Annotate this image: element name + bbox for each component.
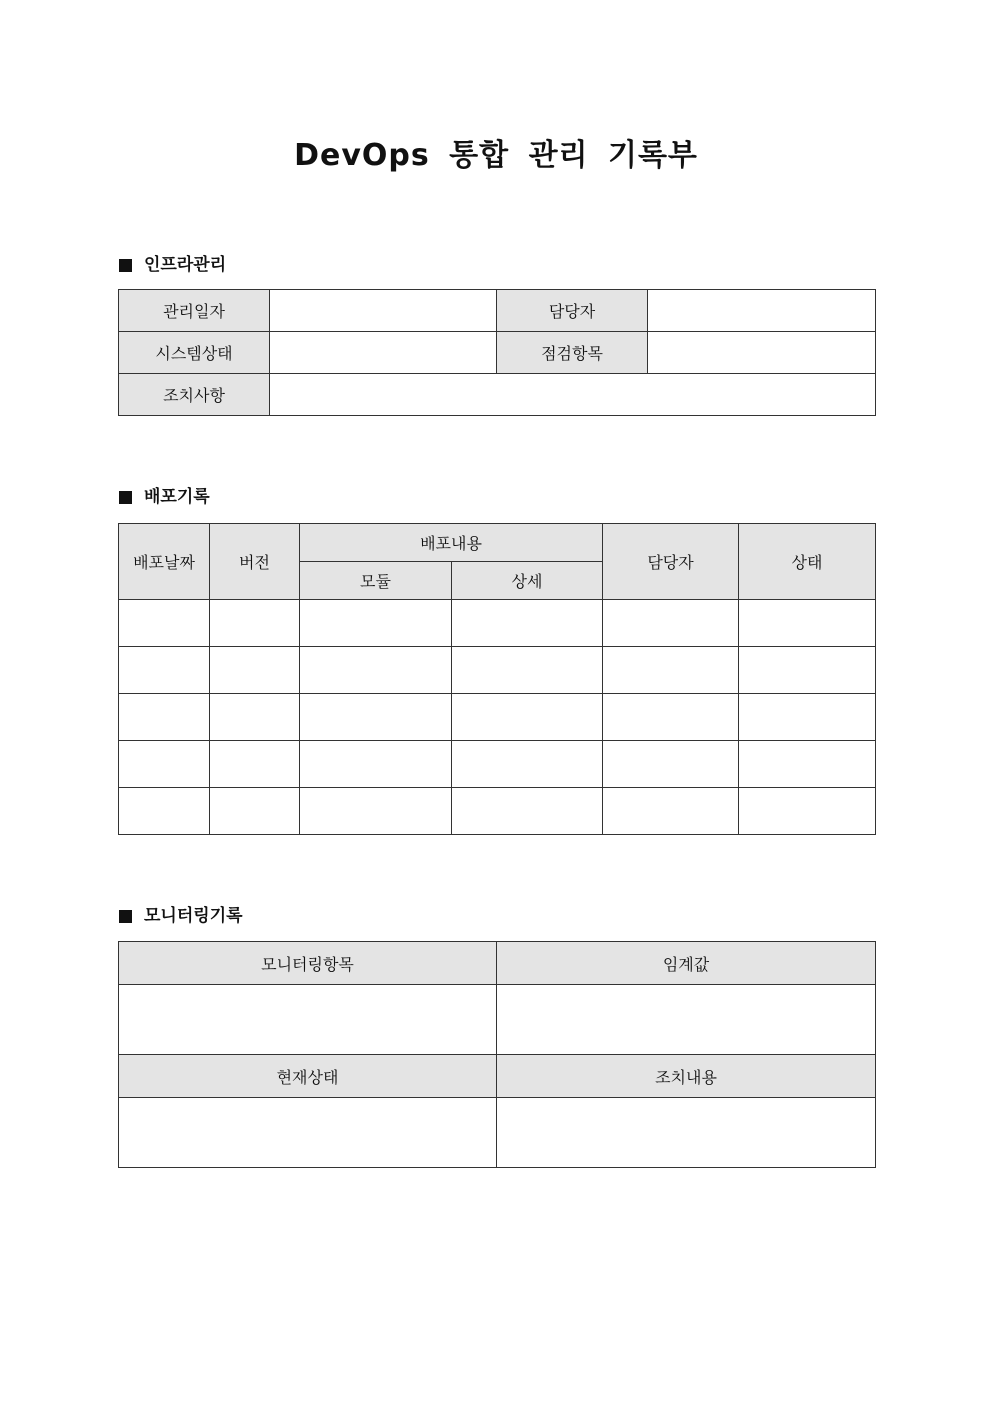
check-items-label: 점검항목 (497, 332, 648, 374)
table-cell[interactable] (452, 788, 603, 835)
table-cell[interactable] (739, 694, 876, 741)
detail-header: 상세 (452, 562, 603, 600)
deploy-section-heading (119, 486, 210, 508)
infra-row-date (119, 290, 876, 332)
table-cell[interactable] (452, 600, 603, 647)
action-field[interactable] (497, 1098, 876, 1168)
table-cell[interactable] (210, 741, 300, 788)
deploy-header-row (119, 524, 876, 562)
action-label: 조치내용 (497, 1055, 876, 1098)
table-cell[interactable] (119, 694, 210, 741)
version-header: 버전 (210, 524, 300, 600)
table-row (119, 741, 876, 788)
table-row (119, 694, 876, 741)
owner-label: 담당자 (497, 290, 648, 332)
deploy-table (118, 523, 876, 835)
monitor-heading-text: 모니터링기록 (144, 906, 243, 926)
table-cell[interactable] (119, 788, 210, 835)
threshold-field[interactable] (497, 985, 876, 1055)
infra-row-actions (119, 374, 876, 416)
check-items-field[interactable] (648, 332, 876, 374)
square-bullet-icon (119, 491, 132, 504)
table-cell[interactable] (603, 741, 739, 788)
table-cell[interactable] (300, 600, 452, 647)
table-row (119, 788, 876, 835)
table-cell[interactable] (739, 647, 876, 694)
infra-section-heading (119, 254, 226, 276)
document-title: DevOps 통합 관리 기록부 (294, 138, 698, 173)
table-cell[interactable] (210, 694, 300, 741)
table-cell[interactable] (300, 788, 452, 835)
table-cell[interactable] (739, 788, 876, 835)
table-cell[interactable] (300, 741, 452, 788)
square-bullet-icon (119, 910, 132, 923)
infra-heading-text: 인프라관리 (144, 255, 227, 275)
monitor-item-label: 모니터링항목 (119, 942, 497, 985)
deploy-heading-text: 배포기록 (144, 487, 210, 507)
table-cell[interactable] (603, 600, 739, 647)
monitor-item-field[interactable] (119, 985, 497, 1055)
table-cell[interactable] (603, 788, 739, 835)
table-cell[interactable] (739, 600, 876, 647)
monitor-value-row (119, 985, 876, 1055)
table-row (119, 600, 876, 647)
deploy-status-header: 상태 (739, 524, 876, 600)
table-cell[interactable] (739, 741, 876, 788)
manage-date-label: 관리일자 (119, 290, 270, 332)
table-cell[interactable] (603, 647, 739, 694)
table-cell[interactable] (603, 694, 739, 741)
system-status-label: 시스템상태 (119, 332, 270, 374)
module-header: 모듈 (300, 562, 452, 600)
monitor-header-row (119, 1055, 876, 1098)
current-status-field[interactable] (119, 1098, 497, 1168)
monitor-header-row (119, 942, 876, 985)
monitor-table (118, 941, 876, 1168)
threshold-label: 임계값 (497, 942, 876, 985)
owner-field[interactable] (648, 290, 876, 332)
infra-table (118, 289, 876, 416)
monitor-section-heading (119, 905, 243, 927)
infra-row-status (119, 332, 876, 374)
manage-date-field[interactable] (270, 290, 497, 332)
system-status-field[interactable] (270, 332, 497, 374)
actions-field[interactable] (270, 374, 876, 416)
deploy-content-header: 배포내용 (300, 524, 603, 562)
deploy-date-header: 배포날짜 (119, 524, 210, 600)
current-status-label: 현재상태 (119, 1055, 497, 1098)
table-cell[interactable] (210, 600, 300, 647)
table-row (119, 647, 876, 694)
monitor-value-row (119, 1098, 876, 1168)
deploy-owner-header: 담당자 (603, 524, 739, 600)
table-cell[interactable] (119, 600, 210, 647)
table-cell[interactable] (119, 741, 210, 788)
square-bullet-icon (119, 259, 132, 272)
table-cell[interactable] (300, 647, 452, 694)
table-cell[interactable] (452, 694, 603, 741)
table-cell[interactable] (452, 647, 603, 694)
table-cell[interactable] (119, 647, 210, 694)
table-cell[interactable] (210, 788, 300, 835)
table-cell[interactable] (452, 741, 603, 788)
table-cell[interactable] (210, 647, 300, 694)
actions-label: 조치사항 (119, 374, 270, 416)
table-cell[interactable] (300, 694, 452, 741)
